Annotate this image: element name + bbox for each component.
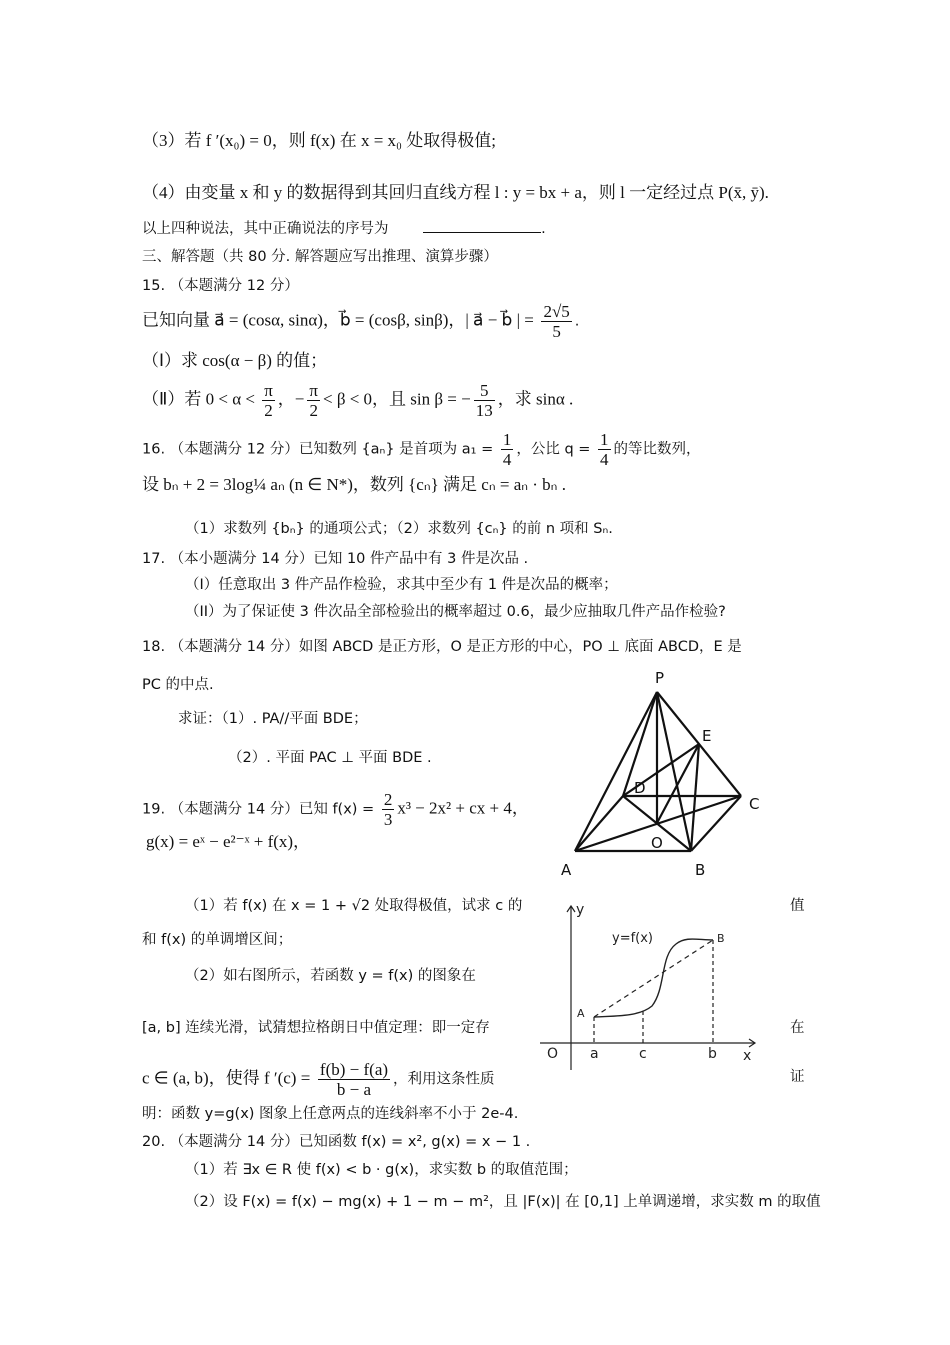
q20-part-1: （1）若 ∃x ∈ R 使 f(x) < b · g(x)，求实数 b 的取值范围；	[185, 1162, 578, 1178]
tick-a: a	[590, 1046, 599, 1062]
q15-part-i: （Ⅰ）求 cos(α − β) 的值；	[142, 351, 328, 370]
q16-den-2: 4	[600, 450, 609, 469]
point-a-label: A	[577, 1007, 585, 1020]
q15-part-ii	[142, 381, 573, 420]
origin-label: O	[547, 1046, 559, 1062]
lagrange-den: b − a	[336, 1080, 372, 1099]
q19-part-2-line4: 明：函数 y=g(x) 图象上任意两点的连线斜率不小于 2e-4.	[142, 1106, 519, 1122]
q15-frac-num: 2√5	[543, 302, 570, 321]
pi-den-b: 2	[309, 401, 318, 420]
pyramid-diagram	[555, 665, 780, 885]
q19-part-2: （2）如右图所示，若函数 y = f(x) 的图象在	[185, 968, 476, 984]
q15-ii-d: ，求 sinα .	[497, 389, 574, 409]
pi-over-2-a	[262, 381, 275, 420]
pi-over-2-b	[307, 381, 320, 420]
y-axis-label: y	[576, 902, 585, 918]
label-c: C	[749, 795, 760, 813]
section-heading: 三、解答题（共 80 分. 解答题应写出推理、演算步骤）	[142, 249, 498, 265]
q19-g-definition: g(x) = eˣ − e²⁻ˣ + f(x)，	[146, 832, 311, 851]
q16-b: ，公比 q =	[516, 441, 591, 458]
q16-c: 的等比数列，	[613, 441, 701, 458]
statement-3: （3）若 f ′(x₀) = 0，则 f(x) 在 x = x₀ 处取得极值;	[142, 131, 496, 150]
q19-part-2-line3-end: 证	[790, 1069, 805, 1085]
q18-line2: PC 的中点.	[142, 677, 214, 693]
q16-frac-q	[598, 430, 611, 469]
pi-num-a: π	[264, 381, 273, 400]
five13-den: 13	[475, 401, 493, 420]
mean-value-graph	[540, 898, 770, 1073]
q16-a: 16. （本题满分 12 分）已知数列 {aₙ} 是首项为 a₁ =	[142, 441, 494, 458]
label-a: A	[561, 861, 572, 879]
q18-heading: 18. （本题满分 14 分）如图 ABCD 是正方形，O 是正方形的中心，PO ⊥ 底面 ABCD，E 是	[142, 639, 742, 655]
q16-num-1: 1	[502, 430, 512, 449]
q19-2c1: c ∈ (a, b)，使得 f ′(c) =	[142, 1068, 311, 1088]
q15-ii-b: ，−	[277, 389, 305, 409]
label-b: B	[695, 861, 706, 879]
q19-part-1-end: 值	[790, 898, 805, 914]
q19-part-2-line3	[142, 1060, 495, 1099]
q19-a: 19. （本题满分 14 分）已知 f(x) =	[142, 801, 375, 818]
q19-num: 2	[383, 790, 393, 809]
label-p: P	[655, 669, 665, 687]
segment-eb	[691, 744, 699, 851]
q19-fraction	[382, 790, 395, 829]
x-axis-label: x	[743, 1048, 752, 1064]
q15-fraction	[541, 302, 571, 341]
summary-text: 以上四种说法，其中正确说法的序号为	[142, 221, 389, 237]
q19-heading	[142, 790, 529, 829]
tick-b: b	[708, 1046, 717, 1062]
pi-num-b: π	[309, 381, 318, 400]
q16-parts: （1）求数列 {bₙ} 的通项公式；（2）求数列 {cₙ} 的前 n 项和 Sₙ.	[185, 521, 613, 537]
secant-ab	[594, 940, 713, 1017]
summary-question: 以上四种说法，其中正确说法的序号为 .	[142, 218, 546, 240]
curve-label: y=f(x)	[612, 931, 653, 946]
five-thirteenths	[474, 381, 495, 420]
answer-blank	[423, 218, 541, 233]
q16-num-2: 1	[600, 430, 609, 449]
q15-ii-a: （Ⅱ）若 0 < α <	[142, 389, 255, 409]
lagrange-fraction	[318, 1060, 390, 1099]
point-b-label: B	[717, 932, 725, 945]
q16-den-1: 4	[502, 450, 512, 469]
q16-line2: 设 bₙ + 2 = 3log¼ aₙ (n ∈ N*)，数列 {cₙ} 满足 cₙ = aₙ · bₙ .	[142, 475, 566, 494]
label-d: D	[634, 779, 646, 797]
five13-num: 5	[474, 381, 495, 401]
q16-line1	[142, 430, 701, 469]
pi-den-a: 2	[264, 401, 273, 420]
q19-a2: x³ − 2x² + cx + 4，	[397, 798, 529, 818]
q17-heading: 17. （本小题满分 14 分）已知 10 件产品中有 3 件是次品 .	[142, 551, 529, 567]
q19-part-2-line2-end: 在	[790, 1020, 805, 1036]
statement-4: （4）由变量 x 和 y 的数据得到其回归直线方程 l : y = bx + a，则 l 一定经过点 P(x̄, ȳ).	[142, 183, 769, 202]
q19-part-2-line2: [a, b] 连续光滑，试猜想拉格朗日中值定理：即一定存	[142, 1020, 490, 1036]
label-e: E	[702, 727, 712, 745]
tick-c: c	[639, 1046, 647, 1062]
q17-part-i: （I）任意取出 3 件产品作检验，求其中至少有 1 件是次品的概率；	[185, 577, 618, 593]
q18-proof-2: （2）. 平面 PAC ⊥ 平面 BDE .	[228, 750, 432, 766]
q15-heading: 15. （本题满分 12 分）	[142, 278, 299, 294]
label-o: O	[651, 834, 663, 852]
q18-proof-1: 求证：（1）. PA//平面 BDE；	[178, 711, 368, 727]
lagrange-num: f(b) − f(a)	[319, 1060, 389, 1079]
q19-2c2: ，利用这条性质	[393, 1071, 495, 1088]
q15-given: 已知向量 a⃗ = (cosα, sinα)，b⃗ = (cosβ, sinβ)，| a⃗ − b⃗ | = $\frac{2√5}{5}$ .	[142, 302, 580, 341]
q19-den: 3	[383, 810, 393, 829]
q20-part-2: （2）设 F(x) = f(x) − mg(x) + 1 − m − m²，且 |F(x)| 在 [0,1] 上单调递增，求实数 m 的取值	[185, 1194, 821, 1210]
q16-frac-a1	[501, 430, 514, 469]
q15-frac-den: 5	[552, 322, 561, 341]
q17-part-ii: （II）为了保证使 3 件次品全部检验出的概率超过 0.6，最少应抽取几件产品作检验?	[185, 604, 726, 620]
q15-ii-c: < β < 0，且 sin β = −	[322, 389, 471, 409]
q19-part-1-line2: 和 f(x) 的单调增区间；	[142, 932, 293, 948]
q20-heading: 20. （本题满分 14 分）已知函数 f(x) = x², g(x) = x − 1 .	[142, 1134, 531, 1150]
q15-given-text: 已知向量 a⃗ = (cosα, sinα)，b⃗ = (cosβ, sinβ)，| a⃗ − b⃗ | =	[142, 310, 534, 330]
q19-part-1: （1）若 f(x) 在 x = 1 + √2 处取得极值，试求 c 的	[185, 898, 523, 914]
